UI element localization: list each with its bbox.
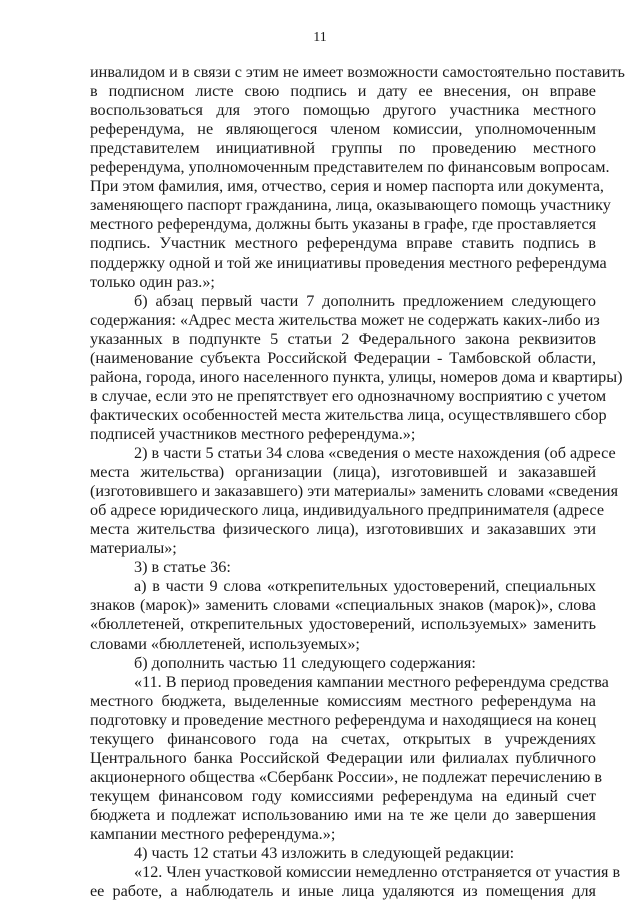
text-line: заменяющего паспорт гражданина, лица, оказывающего помощь участнику [90,196,611,215]
text-line: места жительства физического лица), изготовивших и заказавших эти [90,520,596,539]
text-line: При этом фамилия, имя, отчество, серия и номер паспорта или документа, [90,177,604,196]
text-line: местного бюджета, выделенные комиссиям местного референдума на [90,691,596,710]
text-line: 4) часть 12 статьи 43 изложить в следующей редакции: [134,844,515,863]
text-line: места жительства) организации (лица), изготовившей и заказавшей [90,463,596,482]
text-line: а) в части 9 слова «открепительных удостоверений, специальных [134,577,596,596]
text-line: только один раз.»; [90,272,215,291]
text-line: материалы»; [90,539,177,558]
text-line: «12. Член участковой комиссии немедленно отстраняется от участия в [134,863,621,882]
text-line: Центрального банка Российской Федерации или филиалах публичного [90,748,596,767]
text-line: референдума, уполномоченным представителем по финансовым вопросам. [90,158,610,177]
text-line: «11. В период проведения кампании местного референдума средства [134,672,609,691]
text-line: подготовку и проведение местного референдума и находящиеся на конец [90,710,596,729]
text-line: текущего финансового года на счетах, открытых в учреждениях [90,729,596,748]
text-line: (наименование субъекта Российской Федерации - Тамбовской области, [90,348,596,367]
text-line: в случае, если это не препятствует его однозначному восприятию с учетом [90,386,607,405]
text-line: 2) в части 5 статьи 34 слова «сведения о месте нахождения (об адресе [134,444,616,462]
text-line: района, города, иного населенного пункта, улицы, номеров дома и квартиры) [90,367,623,386]
text-line: б) абзац первый части 7 дополнить предложением следующего [134,291,596,310]
text-line: кампании местного референдума.»; [90,825,336,843]
text-line: б) дополнить частью 11 следующего содержания: [134,653,476,672]
text-line: представителем инициативной группы по проведению местного [90,139,596,158]
text-line: фактических особенностей места жительства лица, осуществлявшего сбор [90,405,607,424]
text-line: местного референдума, должны быть указаны в графе, где проставляется [90,215,597,234]
text-line: акционерного общества «Сбербанк России», не подлежат перечислению в [90,767,603,786]
text-line: бюджета и подлежат использованию ими на те же цели до завершения [90,805,596,824]
text-line: воспользоваться для этого помощью другого участника местного [90,101,596,120]
text-line: (изготовившего и заказавшего) эти материалы» заменить словами «сведения [90,482,619,501]
text-line: в подписном листе свою подпись и дату ее внесения, он вправе [90,82,596,101]
text-line: «бюллетеней, открепительных удостоверений, используемых» заменить [90,615,596,634]
text-line: 3) в статье 36: [134,558,231,577]
text-line: знаков (марок)» заменить словами «специальных знаков (марок)», слова [90,596,596,615]
text-line: об адресе юридического лица, индивидуального предпринимателя (адресе [90,501,605,520]
text-line: поддержку одной и той же инициативы проведения местного референдума [90,253,607,272]
page-number: 11 [313,30,327,45]
text-line: словами «бюллетеней, используемых»; [90,634,360,653]
text-line: ее работе, а наблюдатель и иные лица удаляются из помещения для [90,882,596,901]
text-line: подписей участников местного референдума.»; [90,424,416,443]
text-line: содержания: «Адрес места жительства может не содержать каких-либо из [90,310,600,329]
text-line: текущем финансовом году комиссиями референдума на единый счет [90,786,596,805]
text-line: инвалидом и в связи с этим не имеет возможности самостоятельно поставить [90,63,625,81]
text-line: подпись. Участник местного референдума вправе ставить подпись в [90,234,596,253]
text-line: указанных в подпункте 5 статьи 2 Федерального закона реквизитов [90,329,596,348]
text-line: референдума, не являющегося членом комиссии, уполномоченным [90,120,596,139]
